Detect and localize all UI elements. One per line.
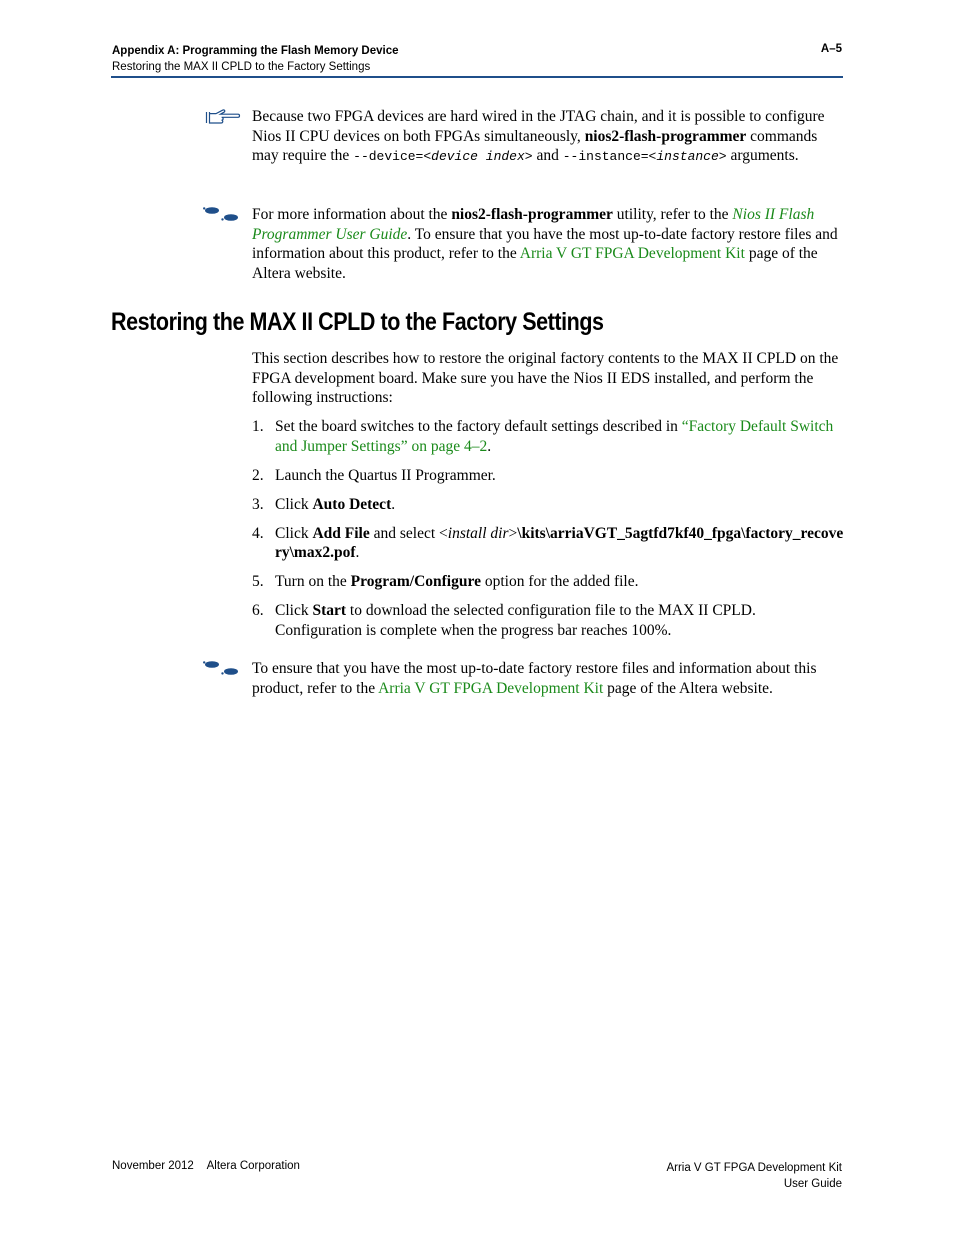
note-text: Because two FPGA devices are hard wired in the JTAG chain, and it is possible to configure Nios II CPU devices on both FPGAs simultaneously, — [252, 108, 825, 145]
step-number: 1. — [252, 418, 264, 435]
step-item: 2. Launch the Quartus II Programmer. — [252, 466, 496, 484]
note-flash-programmer — [252, 205, 842, 283]
instruction-steps — [252, 417, 844, 650]
step-item: 6. Click Start to download the selected configuration file to the MAX II CPLD. Configuration is complete when the progress bar reaches 100%. — [252, 602, 756, 639]
file-path: \kits\arriaVGT_5agtfd7kf40_fpga\factory_recovery\max2.pof — [275, 524, 844, 562]
note-text: arguments. — [726, 147, 799, 165]
page-footer-left — [112, 1160, 300, 1172]
link-nios-flash-programmer-guide[interactable]: Nios II Flash Programmer User Guide — [252, 206, 815, 243]
note-text: page of the Altera website. — [252, 245, 818, 282]
footer-date: November 2012 — [112, 1160, 194, 1172]
footer-company: Altera Corporation — [206, 1160, 300, 1172]
pointing-hand-icon — [205, 109, 241, 125]
step-number: 6. — [252, 602, 264, 620]
link-factory-default-settings[interactable]: “Factory Default Switch and Jumper Settings” on page 4–2 — [275, 418, 834, 455]
instance-argument: --instance=<instance> — [562, 149, 727, 165]
step-item: 5. Turn on the Program/Configure option for the added file. — [252, 573, 639, 591]
footprints-icon — [203, 660, 239, 676]
note-text: commands may require the — [252, 127, 818, 165]
ui-term: Auto Detect — [312, 495, 392, 513]
page-footer-right — [666, 1160, 842, 1192]
header-chapter: Appendix A: Programming the Flash Memory Device — [112, 45, 399, 57]
section-title: Restoring the MAX II CPLD to the Factory Settings — [111, 308, 604, 336]
note-text: . To ensure that you have the most up-to-date factory restore files and information about this product, refer to the — [252, 225, 838, 263]
ui-term: Add File — [312, 524, 370, 542]
step-item: 4. Click Add File and select <install dir>\kits\arriaVGT_5agtfd7kf40_fpga\factory_recovery\max2.pof. — [252, 524, 844, 562]
header-rule — [111, 76, 843, 78]
step-number: 5. — [252, 573, 264, 591]
ui-term: Program/Configure — [350, 573, 481, 591]
header-section: Restoring the MAX II CPLD to the Factory Settings — [112, 61, 371, 73]
section-intro: This section describes how to restore the original factory contents to the MAX II CPLD on the FPGA development board. Make sure you have the Nios II EDS installed, and perform the following instructions: — [252, 350, 839, 407]
step-number: 3. — [252, 495, 264, 513]
footer-doc-type: User Guide — [783, 1178, 842, 1190]
step-number: 2. — [252, 466, 264, 484]
step-item: 3. Click Auto Detect. — [252, 495, 396, 513]
note-text: To ensure that you have the most up-to-date factory restore files and information about this product, refer to the — [252, 660, 817, 697]
command-name: nios2-flash-programmer — [451, 206, 613, 223]
link-dev-kit-page[interactable]: Arria V GT FPGA Development Kit — [519, 245, 745, 263]
command-name: nios2-flash-programmer — [584, 127, 747, 145]
note-text: and — [532, 147, 563, 165]
step-item: 1. Set the board switches to the factory default settings described in “Factory Default Switch and Jumper Settings” on page 4–2. — [252, 418, 834, 455]
page-header — [112, 43, 842, 75]
step-number: 4. — [252, 524, 264, 542]
ui-term: Start — [312, 602, 347, 620]
page-number: A–5 — [820, 43, 842, 55]
placeholder-term: install dir — [447, 524, 509, 542]
footprints-icon — [203, 206, 239, 222]
note-text: utility, refer to the — [612, 206, 733, 223]
device-argument: --device=<device index> — [353, 149, 533, 165]
note-text: For more information about the — [252, 206, 452, 223]
note-up-to-date-files — [252, 659, 842, 698]
link-dev-kit-page[interactable]: Arria V GT FPGA Development Kit — [378, 679, 604, 697]
note-jtag-chain — [252, 107, 842, 167]
note-text: page of the Altera website. — [603, 679, 773, 697]
footer-doc-title: Arria V GT FPGA Development Kit — [666, 1162, 842, 1174]
